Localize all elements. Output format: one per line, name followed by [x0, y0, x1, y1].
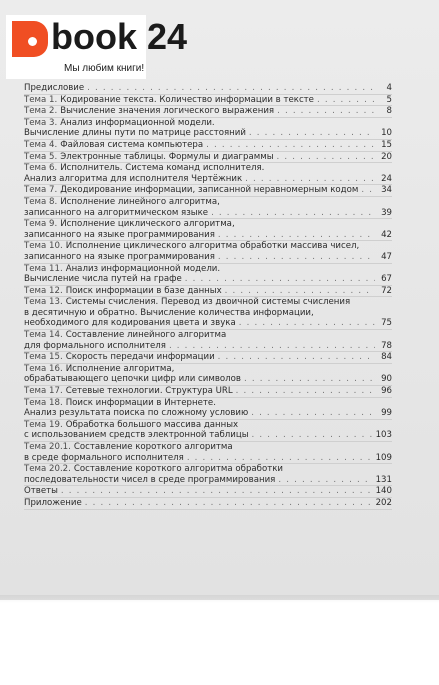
toc-topic-number: Тема 20.1.: [24, 442, 71, 452]
toc-leader-dots: [236, 386, 375, 397]
toc-page-number: 24: [381, 173, 392, 184]
toc-page-number: 8: [386, 106, 392, 117]
toc-entry-title: Ответы: [24, 486, 58, 497]
toc-leader-dots: [85, 498, 373, 509]
toc-topic-number: Тема 4.: [24, 139, 58, 150]
toc-page-number: 109: [375, 452, 392, 463]
toc-topic-number: Тема 18.: [24, 397, 63, 408]
toc-topic-number: Тема 6.: [24, 163, 58, 174]
toc-page-number: 131: [375, 474, 392, 485]
toc-leader-dots: [317, 95, 375, 106]
toc-page-number: 4: [386, 83, 392, 93]
toc-entry-line: [24, 208, 392, 219]
toc-entry-line: [24, 95, 392, 106]
toc-entry-title: Обработка большого массива данных: [65, 419, 239, 430]
toc-page-number: 84: [381, 352, 392, 363]
toc-entry-line: [24, 241, 392, 252]
toc-entry-title: Декодирование информации, записанной неравномерным кодом: [60, 185, 359, 196]
toc-entry-title: последовательности чисел в среде программирования: [24, 474, 276, 485]
toc-topic-number: Тема 7.: [24, 185, 58, 196]
toc-entry-title: записанного на языке программирования: [24, 229, 215, 240]
toc-leader-dots: [245, 174, 375, 185]
toc-entry-line: [24, 374, 392, 385]
toc-entry-title: Исполнитель. Система команд исполнителя.: [60, 163, 265, 174]
toc-entry: [24, 486, 392, 497]
toc-entry-title: обрабатывающего цепочки цифр или символов: [24, 374, 241, 385]
toc-entry-title: записанного на языке программирования: [24, 251, 215, 262]
toc-entry-line: [24, 197, 392, 208]
toc-entry-title: Скорость передачи информации: [65, 352, 215, 363]
toc-entry: [24, 297, 392, 329]
toc-topic-number: Тема 9.: [24, 219, 58, 230]
toc-entry-title: Исполнение линейного алгоритма,: [60, 196, 220, 207]
toc-entry: [24, 498, 392, 509]
toc-entry: [24, 442, 392, 463]
toc-entry-line: [24, 386, 392, 397]
toc-entry-line: [24, 264, 392, 275]
toc-entry-line: [24, 330, 392, 341]
toc-leader-dots: [218, 352, 375, 363]
toc-entry: [24, 83, 392, 94]
toc-entry-title: Предисловие: [24, 83, 85, 93]
toc-leader-dots: [225, 286, 375, 297]
toc-entry-line: [24, 219, 392, 230]
toc-topic-number: Тема 14.: [24, 330, 63, 341]
toc-entry-title: Исполнение циклического алгоритма обработки массива чисел,: [65, 241, 360, 252]
toc-entry-line: [24, 230, 392, 241]
toc-entry-line: [24, 252, 392, 263]
toc-page-number: 42: [381, 229, 392, 240]
toc-entry-line: [24, 352, 392, 363]
toc-entry-title: для формального исполнителя: [24, 340, 166, 351]
toc-leader-dots: [251, 408, 375, 419]
toc-entry-line: [24, 152, 392, 163]
toc-entry-line: [24, 498, 392, 509]
toc-topic-number: Тема 17.: [24, 386, 63, 397]
toc-entry-line: [24, 297, 392, 308]
toc-page-number: 103: [375, 430, 392, 441]
table-of-contents: [24, 83, 392, 510]
toc-entry-title: Анализ алгоритма для исполнителя Чертёжник: [24, 173, 243, 184]
toc-entry-line: [24, 185, 392, 196]
toc-entry: [24, 398, 392, 419]
toc-entry: [24, 241, 392, 262]
toc-page-number: 72: [381, 285, 392, 296]
toc-entry-title: Составление короткого алгоритма обработки: [73, 464, 284, 475]
toc-entry-title: необходимого для кодирования цвета и звука: [24, 318, 236, 329]
toc-topic-number: Тема 13.: [24, 297, 63, 308]
toc-entry: [24, 152, 392, 163]
toc-entry-line: [24, 274, 392, 285]
toc-entry-title: Вычисление значения логического выражения: [60, 106, 275, 117]
toc-page-number: 10: [381, 128, 392, 139]
toc-entry-title: Вычисление длины пути по матрице расстояний: [24, 128, 246, 139]
toc-entry-title: Составление короткого алгоритма: [73, 442, 233, 452]
toc-entry-title: Анализ информационной модели.: [60, 117, 215, 128]
toc-page-number: 202: [375, 497, 392, 508]
toc-entry-title: Системы счисления. Перевод из двоичной системы счисления: [65, 297, 351, 308]
toc-entry-line: [24, 464, 392, 475]
toc-entry: [24, 364, 392, 385]
toc-entry-line: [24, 486, 392, 497]
toc-page-number: 47: [381, 251, 392, 262]
toc-leader-dots: [218, 252, 375, 263]
toc-page-number: 78: [381, 340, 392, 351]
toc-entry-line: [24, 286, 392, 297]
toc-leader-dots: [361, 185, 375, 196]
book24-logo[interactable]: [6, 15, 188, 79]
toc-page-number: 20: [381, 151, 392, 162]
toc-entry-line: [24, 118, 392, 129]
toc-entry-line: [24, 420, 392, 431]
toc-leader-dots: [239, 318, 375, 329]
toc-leader-dots: [252, 430, 373, 441]
toc-entry: [24, 219, 392, 240]
toc-divider: [24, 509, 392, 510]
toc-entry-title: Вычисление числа путей на графе: [24, 274, 182, 285]
toc-entry: [24, 420, 392, 441]
page-edge-shadow: [0, 595, 439, 603]
toc-page-number: 15: [381, 139, 392, 150]
toc-entry-line: [24, 341, 392, 352]
logo-brand-text: book 24: [51, 16, 188, 57]
toc-leader-dots: [277, 152, 376, 163]
toc-entry-line: [24, 106, 392, 117]
toc-topic-number: Тема 16.: [24, 363, 63, 374]
toc-page-number: 39: [381, 207, 392, 218]
toc-page-number: 90: [381, 374, 392, 385]
toc-entry-line: [24, 442, 392, 453]
toc-entry-title: Поиск информации в базе данных: [65, 285, 222, 296]
toc-entry-title: Сетевые технологии. Структура URL: [65, 386, 233, 397]
toc-leader-dots: [87, 83, 375, 94]
toc-page-number: 96: [381, 386, 392, 397]
toc-leader-dots: [61, 486, 373, 497]
toc-entry-line: [24, 140, 392, 151]
toc-topic-number: Тема 5.: [24, 151, 58, 162]
toc-entry: [24, 197, 392, 218]
toc-topic-number: Тема 11.: [24, 263, 63, 274]
toc-entry: [24, 118, 392, 139]
toc-entry: [24, 95, 392, 106]
toc-page-number: 99: [381, 408, 392, 419]
toc-entry-title: с использованием средств электронной таблицы: [24, 430, 249, 441]
toc-entry: [24, 464, 392, 485]
toc-entry-line: [24, 364, 392, 375]
toc-page-number: 67: [381, 274, 392, 285]
toc-entry: [24, 163, 392, 184]
toc-entry-title: в среде формального исполнителя: [24, 452, 184, 463]
toc-entry: [24, 386, 392, 397]
toc-entry-line: [24, 475, 392, 486]
toc-entry: [24, 264, 392, 285]
toc-topic-number: Тема 1.: [24, 94, 58, 105]
toc-leader-dots: [185, 274, 375, 285]
toc-entry-title: Поиск информации в Интернете.: [65, 397, 216, 408]
toc-entry-title: Анализ информационной модели.: [65, 263, 221, 274]
toc-entry-line: [24, 430, 392, 441]
toc-entry-line: [24, 398, 392, 409]
toc-topic-number: Тема 2.: [24, 106, 58, 117]
toc-topic-number: Тема 15.: [24, 352, 63, 363]
toc-leader-dots: [244, 374, 375, 385]
toc-leader-dots: [187, 453, 373, 464]
toc-entry-title: в десятичную и обратно. Вычисление количества информации,: [24, 307, 314, 318]
toc-entry-title: Составление линейного алгоритма: [65, 330, 227, 341]
toc-entry-line: [24, 163, 392, 174]
logo-tagline: Мы любим книги!: [64, 63, 145, 74]
toc-page-number: 5: [386, 94, 392, 105]
toc-topic-number: Тема 10.: [24, 241, 63, 252]
toc-topic-number: Тема 20.2.: [24, 464, 71, 475]
toc-topic-number: Тема 12.: [24, 285, 63, 296]
toc-entry-line: [24, 83, 392, 94]
toc-page-number: 140: [375, 486, 392, 497]
toc-page-number: 34: [381, 185, 392, 196]
toc-entry: [24, 106, 392, 117]
toc-entry-title: Кодирование текста. Количество информации в тексте: [60, 94, 314, 105]
toc-entry-title: Исполнение алгоритма,: [65, 363, 175, 374]
toc-entry-title: Анализ результата поиска по сложному условию: [24, 408, 249, 419]
toc-entry-line: [24, 318, 392, 329]
toc-entry: [24, 185, 392, 196]
toc-entry: [24, 330, 392, 351]
toc-entry: [24, 140, 392, 151]
toc-entry-title: Электронные таблицы. Формулы и диаграммы: [60, 151, 274, 162]
toc-topic-number: Тема 8.: [24, 196, 58, 207]
toc-leader-dots: [277, 106, 375, 117]
toc-entry-line: [24, 408, 392, 419]
toc-leader-dots: [249, 128, 375, 139]
toc-topic-number: Тема 19.: [24, 419, 63, 430]
toc-entry-title: записанного на алгоритмическом языке: [24, 207, 209, 218]
toc-topic-number: Тема 3.: [24, 117, 58, 128]
toc-entry-title: Файловая система компьютера: [60, 139, 204, 150]
toc-entry-line: [24, 128, 392, 139]
toc-leader-dots: [211, 208, 375, 219]
toc-leader-dots: [218, 230, 375, 241]
book24-logo-mark-icon: [12, 21, 48, 57]
toc-entry: [24, 286, 392, 297]
toc-page-number: 75: [381, 318, 392, 329]
toc-entry-line: [24, 453, 392, 464]
toc-entry-line: [24, 308, 392, 319]
toc-leader-dots: [169, 341, 375, 352]
toc-entry-title: Приложение: [24, 497, 82, 508]
toc-entry-title: Исполнение циклического алгоритма,: [60, 219, 235, 230]
toc-entry: [24, 352, 392, 363]
toc-leader-dots: [206, 140, 375, 151]
toc-entry-line: [24, 174, 392, 185]
toc-leader-dots: [278, 475, 372, 486]
